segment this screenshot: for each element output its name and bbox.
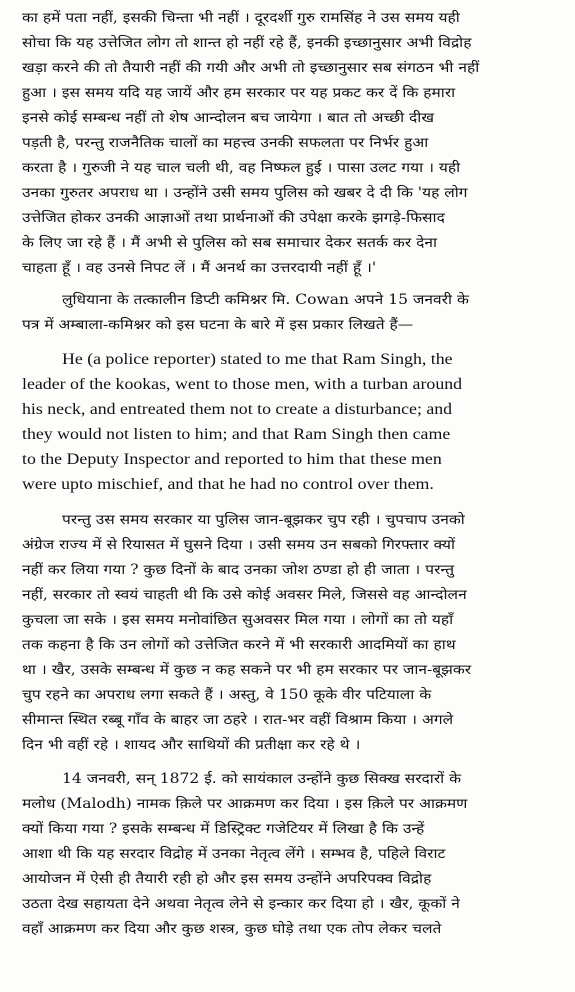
text-line: नहीं कर लिया गया ? कुछ दिनों के बाद उनका जोश ठण्डा हो ही जाता । परन्तु xyxy=(22,562,455,578)
text-line: हुआ । इस समय यदि यह जायें और हम सरकार पर यह प्रकट कर दें कि हमारा xyxy=(22,85,456,101)
text-line: के लिए जा रहे हैं । मैं अभी से पुलिस को सब समाचार देकर सतर्क कर देना xyxy=(22,235,437,251)
text-line: इनसे कोई सम्बन्ध नहीं तो शेष आन्दोलन बच जायेगा । बात तो अच्छी दीख xyxy=(22,110,435,126)
text-line: आयोजन में ऐसी ही तैयारी रही हो और इस समय उन्होंने अपरिपक्व विद्रोह xyxy=(22,871,432,887)
quote-line: his neck, and entreated them not to create a disturbance; and xyxy=(22,401,453,418)
text-line: सीमान्त स्थित रब्बू गाँव के बाहर जा ठहरे । रात-भर वहीं विश्राम किया । अगले xyxy=(22,712,454,728)
quote-line: they would not listen to him; and that Ram Singh then came xyxy=(22,426,451,443)
text-line: चाहता हूँ । वह उनसे निपट लें । मैं अनर्थ का उत्तरदायी नहीं हूँ ।' xyxy=(22,260,377,276)
quote-line: leader of the kookas, went to those men, with a turban around xyxy=(22,376,463,393)
text-line: पत्र में अम्बाला-कमिश्नर को इस घटना के बारे में इस प्रकार लिखते हैं— xyxy=(22,317,414,333)
text-line: उठता देख सहायता देने अथवा नेतृत्व लेने से इन्कार कर दिया हो । खैर, कूकों ने xyxy=(22,896,460,912)
quote-line: He (a police reporter) stated to me that Ram Singh, the xyxy=(62,351,453,368)
text-line: खड़ा करने की तो तैयारी नहीं की गयी और अभी तो इच्छानुसार सब संगठन भी नहीं xyxy=(22,60,480,76)
text-line: क्यों किया गया ? इसके सम्बन्ध में डिस्ट्रिक्ट गजेटियर में लिखा है कि उन्हें xyxy=(22,821,425,837)
text-line: मलोध (Malodh) नामक क़िले पर आक्रमण कर दिया । इस क़िले पर आक्रमण xyxy=(22,796,468,812)
text-line: आशा थी कि यह सरदार विद्रोह में उनका नेतृत्व लेंगे । सम्भव है, पहिले विराट xyxy=(22,846,446,862)
text-line: अंग्रेज राज्य में से रियासत में घुसने दिया । उसी समय उन सबको गिरफ्तार क्यों xyxy=(22,537,456,553)
text-line: परन्तु उस समय सरकार या पुलिस जान-बूझकर चुप रही । चुपचाप उनको xyxy=(62,512,465,528)
text-line: दिन भी वहीं रहे । शायद और साथियों की प्रतीक्षा कर रहे थे । xyxy=(22,737,361,753)
text-line: नहीं, सरकार तो स्वयं चाहती थी कि उसे कोई अवसर मिले, जिससे वह आन्दोलन xyxy=(22,587,467,603)
text-line: का हमें पता नहीं, इसकी चिन्ता भी नहीं । दूरदर्शी गुरु रामसिंह ने उस समय यही xyxy=(22,10,460,26)
text-line: सोचा कि यह उत्तेजित लोग तो शान्त हो नहीं रहे हैं, इनकी इच्छानुसार अभी विद्रोह xyxy=(22,35,472,51)
text-line: वहाँ आक्रमण कर दिया और कुछ शस्त्र, कुछ घोड़े तथा एक तोप लेकर चलते xyxy=(22,921,442,937)
text-line: पड़ती है, परन्तु राजनैतिक चालों का महत्त्व उनकी सफलता पर निर्भर हुआ xyxy=(22,135,429,151)
quote-line: to the Deputy Inspector and reported to him that these men xyxy=(22,451,442,468)
text-line: करता है । गुरुजी ने यह चाल चली थी, वह निष्फल हुई । पासा उलट गया । यही xyxy=(22,160,461,176)
text-line: था । खैर, उसके सम्बन्ध में कुछ न कह सकने पर भी हम सरकार पर जान-बूझकर xyxy=(22,662,472,678)
text-line: 14 जनवरी, सन् 1872 ई. को सायंकाल उन्होंने कुछ सिक्ख सरदारों के xyxy=(62,771,462,787)
text-line: उनका गुरुतर अपराध था । उन्होंने उसी समय पुलिस को खबर दे दी कि 'यह लोग xyxy=(22,185,468,201)
text-line: कुचला जा सके । इस समय मनोवांछित सुअवसर मिल गया । लोगों का तो यहाँ xyxy=(22,612,454,628)
quote-line: were upto mischief, and that he had no control over them. xyxy=(22,476,434,493)
text-line: उत्तेजित होकर उनकी आज्ञाओं तथा प्रार्थनाओं की उपेक्षा करके झगड़े-फिसाद xyxy=(22,210,445,226)
text-line: तक कहना है कि उन लोगों को उत्तेजित करने में भी सरकारी आदमियों का हाथ xyxy=(22,637,456,653)
text-line: लुधियाना के तत्कालीन डिप्टी कमिश्नर मि. Cowan अपने 15 जनवरी के xyxy=(62,292,469,308)
text-line: चुप रहने का अपराध लगा सकते हैं । अस्तु, वे 150 कूके वीर पटियाला के xyxy=(22,687,432,703)
